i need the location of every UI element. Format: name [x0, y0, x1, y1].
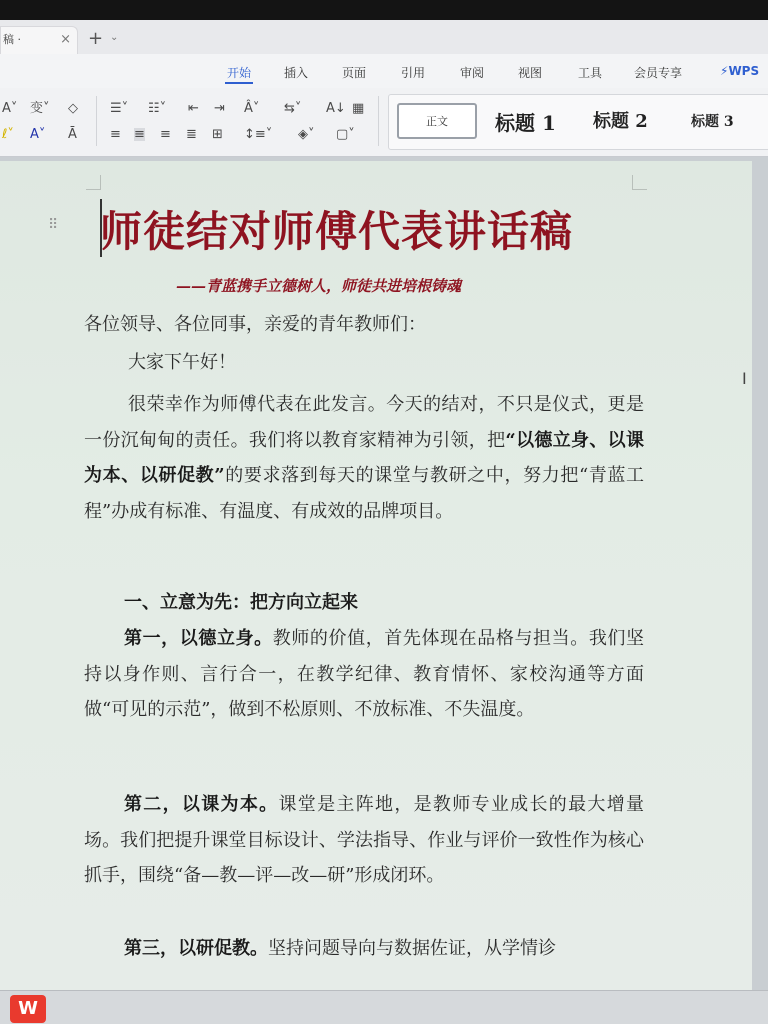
greeting[interactable]: 大家下午好！ — [128, 352, 236, 373]
point-1-text: 教师的价值，首先体现在品格与担当。我们坚持以身作则、言行合一，在教学纪律、教育情怀、家校沟通等方面做“可见的示范”，做到不松原则、不放标准、不失温度。 — [84, 628, 645, 720]
ibeam-cursor-icon: I — [742, 369, 747, 388]
taskbar — [0, 990, 768, 1024]
ribbon-separator — [378, 96, 379, 146]
menu-item-view[interactable]: 视图 — [518, 66, 543, 80]
active-menu-indicator — [225, 82, 253, 84]
point-3-text: 坚持问题导向与数据佐证，从学情诊 — [268, 938, 556, 959]
ribbon-toolbar — [0, 88, 768, 157]
document-area[interactable] — [0, 157, 768, 990]
document-subtitle[interactable]: ——青蓝携手立德树人，师徒共进培根铸魂 — [176, 277, 462, 295]
page-corner-mark — [632, 175, 647, 190]
chevron-down-icon[interactable]: ⌄ — [110, 32, 119, 43]
wps-label: WPS — [728, 64, 760, 78]
point-3-paragraph[interactable] — [84, 931, 644, 967]
point-2-text: 课堂是主阵地，是教师专业成长的最大增量场。我们把提升课堂目标设计、学法指导、作业与评价一致性作为核心抓手，围绕“备—教—评—改—研”形成闭环。 — [84, 794, 645, 886]
table-icon[interactable]: ▦ — [352, 101, 365, 116]
section-heading-1[interactable]: 一、立意为先：把方向立起来 — [124, 592, 358, 613]
text-direction-icon[interactable]: Â˅ — [244, 101, 260, 116]
tab-bar — [0, 20, 768, 55]
monitor-bezel — [0, 0, 768, 20]
menu-item-tools[interactable]: 工具 — [578, 66, 603, 80]
style-gallery — [388, 94, 768, 150]
intro-text-2: 的要求落到每天的课堂与教研之中，努力把“青蓝工程”办成有标准、有温度、有成效的品牌项目。 — [84, 465, 644, 522]
point-1-lead: 第一，以德立身。 — [124, 628, 273, 649]
menu-item-references[interactable]: 引用 — [401, 66, 426, 80]
page-corner-mark — [86, 175, 101, 190]
drag-handle-icon[interactable]: ⠿ — [48, 217, 59, 233]
wps-app-icon[interactable]: W — [10, 995, 46, 1023]
menu-item-membership[interactable]: 会员专享 — [634, 66, 683, 80]
menu-item-home[interactable]: 开始 — [227, 66, 252, 80]
menu-item-insert[interactable]: 插入 — [284, 66, 309, 80]
document-title[interactable]: 师徒结对师傅代表讲话稿 — [100, 207, 574, 256]
menu-item-review[interactable]: 审阅 — [460, 66, 485, 80]
intro-text-1: 很荣幸作为师傅代表在此发言。今天的结对，不只是仪式，更是一份沉甸甸的责任。我们将以教育家精神为引领，把 — [84, 394, 644, 451]
wps-ai-icon: ⚡ — [720, 64, 729, 78]
clear-format-icon[interactable]: ◇ — [68, 101, 78, 116]
document-page[interactable] — [0, 161, 752, 990]
sort-icon[interactable]: ⇆˅ — [284, 101, 302, 116]
char-shading-icon[interactable]: Ā — [68, 127, 77, 142]
decrease-indent-icon[interactable]: ⇤ — [188, 101, 199, 116]
phonetic-guide-icon[interactable]: 变˅ — [30, 101, 50, 116]
point-1-paragraph[interactable] — [84, 621, 644, 728]
align-center-icon[interactable]: ≡ — [134, 127, 145, 142]
close-icon[interactable]: × — [60, 32, 71, 47]
highlight-icon[interactable]: ℓ˅ — [2, 127, 14, 142]
distributed-icon[interactable]: ⊞ — [212, 127, 223, 142]
point-2-lead: 第二，以课为本。 — [124, 794, 279, 815]
ribbon-separator — [96, 96, 97, 146]
line-spacing-icon[interactable]: ↕≡˅ — [244, 127, 273, 142]
point-3-lead: 第三，以研促教。 — [124, 938, 268, 959]
justify-icon[interactable]: ≣ — [186, 127, 197, 142]
intro-bold: “以德立身、以课为本、以研促教” — [84, 429, 644, 486]
increase-indent-icon[interactable]: ⇥ — [214, 101, 225, 116]
intro-paragraph[interactable] — [84, 387, 644, 529]
salutation[interactable]: 各位领导、各位同事，亲爱的青年教师们： — [84, 314, 426, 335]
style-normal[interactable]: 正文 — [397, 103, 477, 139]
shading-icon[interactable]: ◈˅ — [298, 127, 315, 142]
style-heading-1[interactable]: 标题 1 — [495, 111, 556, 135]
document-tab-label: 稿 · — [3, 33, 21, 46]
font-color-icon[interactable]: A˅ — [30, 127, 46, 142]
style-heading-3[interactable]: 标题 3 — [691, 114, 734, 130]
bullet-list-icon[interactable]: ☰˅ — [110, 101, 129, 116]
font-size-icon[interactable]: A˅ — [2, 101, 18, 116]
align-left-icon[interactable]: ≡ — [110, 127, 121, 142]
wps-ai-button[interactable] — [720, 64, 759, 78]
align-right-icon[interactable]: ≡ — [160, 127, 171, 142]
document-tab[interactable] — [0, 26, 78, 54]
menu-item-page[interactable]: 页面 — [342, 66, 367, 80]
numbered-list-icon[interactable]: ☷˅ — [148, 101, 167, 116]
style-heading-2[interactable]: 标题 2 — [593, 111, 648, 132]
new-tab-icon[interactable]: + — [88, 28, 104, 49]
show-marks-icon[interactable]: A↓ — [326, 101, 346, 116]
borders-icon[interactable]: ▢˅ — [336, 127, 355, 142]
menu-bar — [0, 54, 768, 88]
point-2-paragraph[interactable] — [84, 787, 644, 894]
